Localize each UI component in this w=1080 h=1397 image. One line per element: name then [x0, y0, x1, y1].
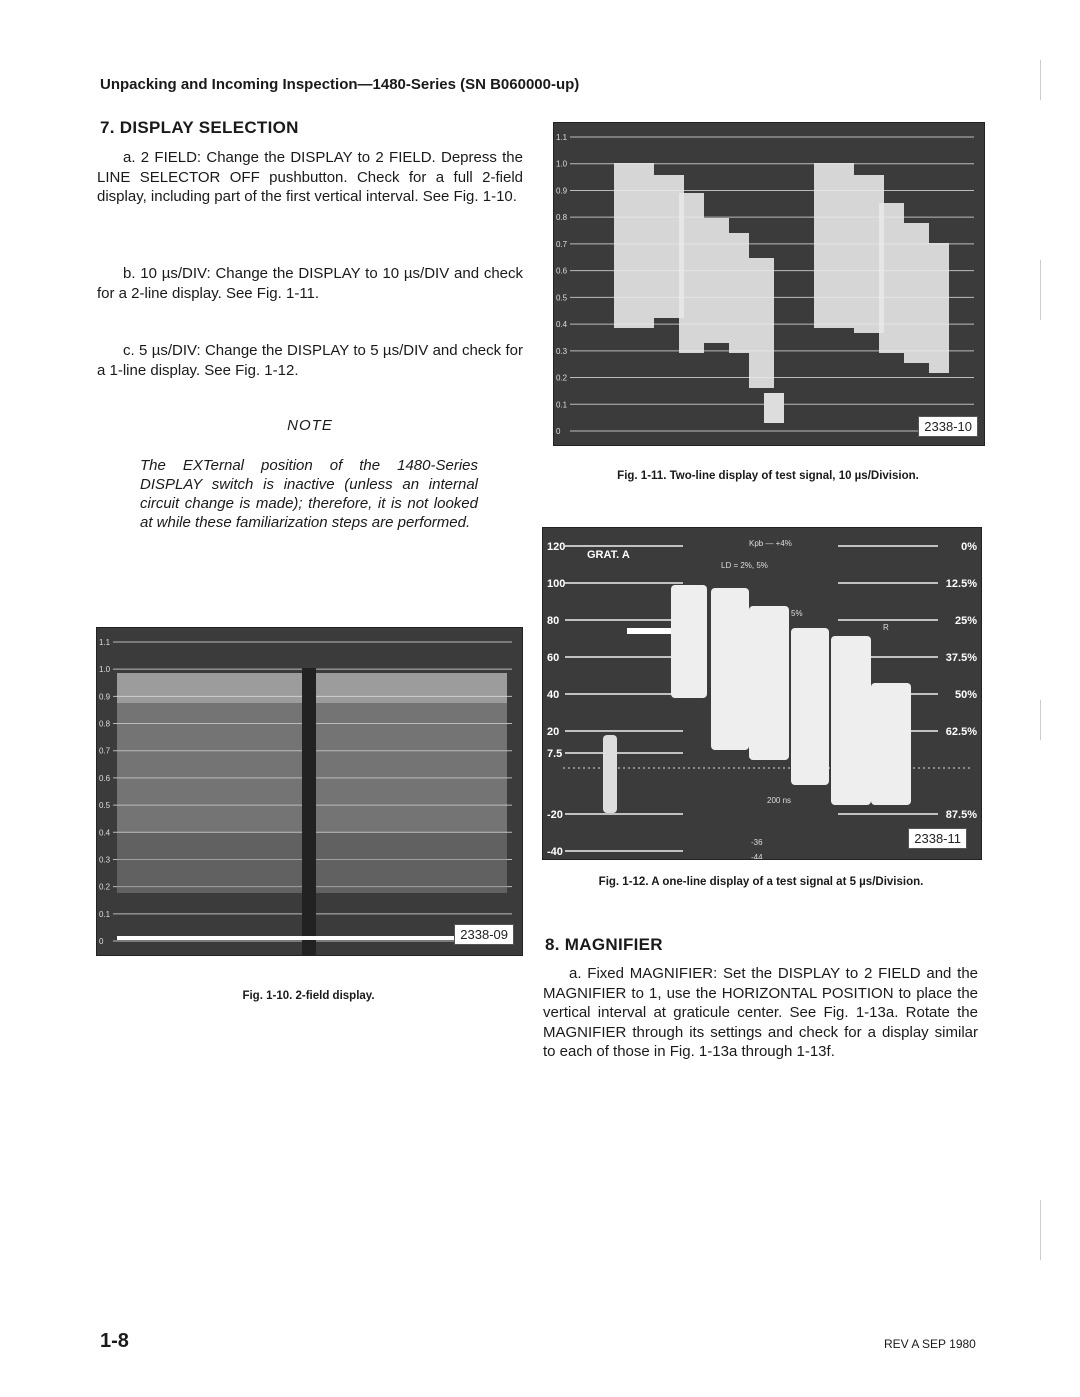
color-bar: [749, 606, 789, 760]
section-8-para-a: a. Fixed MAGNIFIER: Set the DISPLAY to 2 FIELD and the MAGNIFIER to 1, use the HORIZONTAL POSITION to place the vertical interval at graticule center. See Fig. 1-13a. Rotate the MAGNIFIER through its settings and check for a display similar to each of those in Fig. 1-13a through 1-13f.: [543, 965, 978, 1060]
scale-label: 0.8: [99, 719, 111, 729]
scale-label: 0.3: [99, 855, 111, 865]
right-scale-label: 37.5%: [945, 652, 977, 664]
figure-number: 2338-09: [454, 924, 514, 945]
figure-1-11-caption: Fig. 1-11. Two-line display of test signal, 10 µs/Division.: [617, 470, 919, 482]
left-scale-label: 80: [547, 615, 560, 627]
scale-label: 0.4: [99, 828, 111, 838]
scale-label: 0.1: [556, 400, 568, 410]
binding-edge-mark: [1040, 260, 1041, 320]
left-scale-label: 100: [547, 578, 566, 590]
annotation: 5%: [791, 609, 803, 618]
scale-label: 1.0: [556, 159, 568, 169]
section-7-para-a: a. 2 FIELD: Change the DISPLAY to 2 FIELD. Depress the LINE SELECTOR OFF pushbutton. Check for a full 2-field display, including part of the first vertical interval. See Fig. 1-10.: [97, 149, 523, 205]
left-scale-label: 120: [547, 541, 566, 553]
binding-edge-mark: [1040, 1200, 1041, 1260]
waveform-bar: [704, 218, 729, 343]
scale-label: 0.9: [99, 692, 111, 702]
scale-label: 0.4: [556, 320, 568, 330]
left-scale-label: 60: [547, 652, 560, 664]
figure-1-12-photo: [542, 527, 982, 860]
note-text: The EXTernal position of the 1480-Series DISPLAY switch is inactive (unless an internal circuit change is made); therefore, it is not looked at while these familiarization steps are performed.: [140, 457, 478, 531]
scale-label: 0: [99, 937, 104, 946]
waveform-bar: [679, 193, 704, 353]
waveform-bar: [879, 203, 904, 353]
scale-label: 0.6: [556, 266, 568, 276]
annotation: LD = 2%, 5%: [721, 561, 768, 570]
binding-edge-mark: [1040, 700, 1041, 740]
right-scale-label: 12.5%: [945, 578, 977, 590]
annotation: 200 ns: [767, 796, 792, 805]
figure-1-12-caption: Fig. 1-12. A one-line display of a test signal at 5 µs/Division.: [598, 876, 924, 888]
waveform-one-line: [543, 528, 981, 859]
scale-label: 0.9: [556, 186, 568, 196]
figure-1-11-photo: [553, 122, 985, 446]
waveform-bar: [729, 233, 749, 353]
running-header: Unpacking and Incoming Inspection—1480-Series (SN B060000-up): [100, 76, 580, 93]
scale-label: 0.7: [99, 746, 111, 756]
waveform-bar: [614, 163, 654, 328]
scale-label: 0.5: [556, 293, 568, 303]
annotation: -44: [751, 853, 763, 859]
scale-label: 0.5: [99, 801, 111, 811]
scale-label: 0.2: [99, 882, 111, 892]
figure-1-10-caption: Fig. 1-10. 2-field display.: [242, 990, 375, 1002]
section-7-para-c: c. 5 µs/DIV: Change the DISPLAY to 5 µs/DIV and check for a 1-line display. See Fig. 1-12.: [97, 342, 523, 379]
scale-label: 0.7: [556, 239, 568, 249]
scale-label: 1.1: [99, 638, 111, 647]
color-bar: [831, 636, 871, 805]
right-scale-label: 0%: [961, 541, 977, 553]
section-8-title: 8. MAGNIFIER: [545, 935, 663, 954]
left-scale-label: -40: [547, 846, 563, 858]
scale-label: 1.1: [556, 133, 568, 142]
binding-edge-mark: [1040, 60, 1041, 100]
right-scale-label: 50%: [954, 689, 977, 701]
waveform-bar: [814, 163, 854, 328]
scale-label: 0.3: [556, 346, 568, 356]
section-7-para-b: b. 10 µs/DIV: Change the DISPLAY to 10 µs/DIV and check for a 2-line display. See Fig. 1-11.: [97, 265, 523, 302]
waveform-bar: [904, 223, 929, 363]
color-bar: [871, 683, 911, 805]
figure-1-10-photo: [96, 627, 523, 956]
annotation: Kpb — +4%: [749, 539, 792, 548]
page-number: 1-8: [100, 1330, 129, 1352]
vertical-interval: [302, 668, 316, 955]
burst: [603, 735, 617, 813]
scale-label: 0.2: [556, 373, 568, 383]
pedestal: [627, 628, 671, 634]
left-scale-label: -20: [547, 809, 563, 821]
note-title: NOTE: [287, 417, 333, 434]
figure-number: 2338-11: [908, 828, 967, 849]
left-scale-label: 40: [547, 689, 560, 701]
scale-label: 0.8: [556, 213, 568, 223]
sync-pulse: [764, 393, 784, 423]
left-scale-label: 7.5: [547, 748, 563, 760]
color-bar: [671, 585, 707, 698]
revision-date: REV A SEP 1980: [884, 1337, 976, 1351]
waveform-bar: [929, 243, 949, 373]
right-scale-label: 62.5%: [945, 726, 977, 738]
scale-label: 0: [556, 427, 561, 436]
color-bar: [791, 628, 829, 785]
waveform-two-field: [97, 628, 522, 955]
figure-number: 2338-10: [918, 416, 978, 437]
graticule-label: GRAT. A: [587, 549, 630, 561]
left-scale-label: 20: [547, 726, 560, 738]
scale-label: 0.6: [99, 773, 111, 783]
right-scale-label: 25%: [954, 615, 977, 627]
scale-label: 0.1: [99, 909, 111, 919]
waveform-bar: [749, 258, 774, 388]
waveform-two-line: [554, 123, 984, 445]
annotation: -36: [751, 838, 763, 847]
section-7-title: 7. DISPLAY SELECTION: [100, 118, 299, 137]
right-scale-label: 87.5%: [945, 809, 977, 821]
annotation: R: [883, 623, 889, 632]
color-bar: [711, 588, 749, 750]
scale-label: 1.0: [99, 665, 111, 675]
